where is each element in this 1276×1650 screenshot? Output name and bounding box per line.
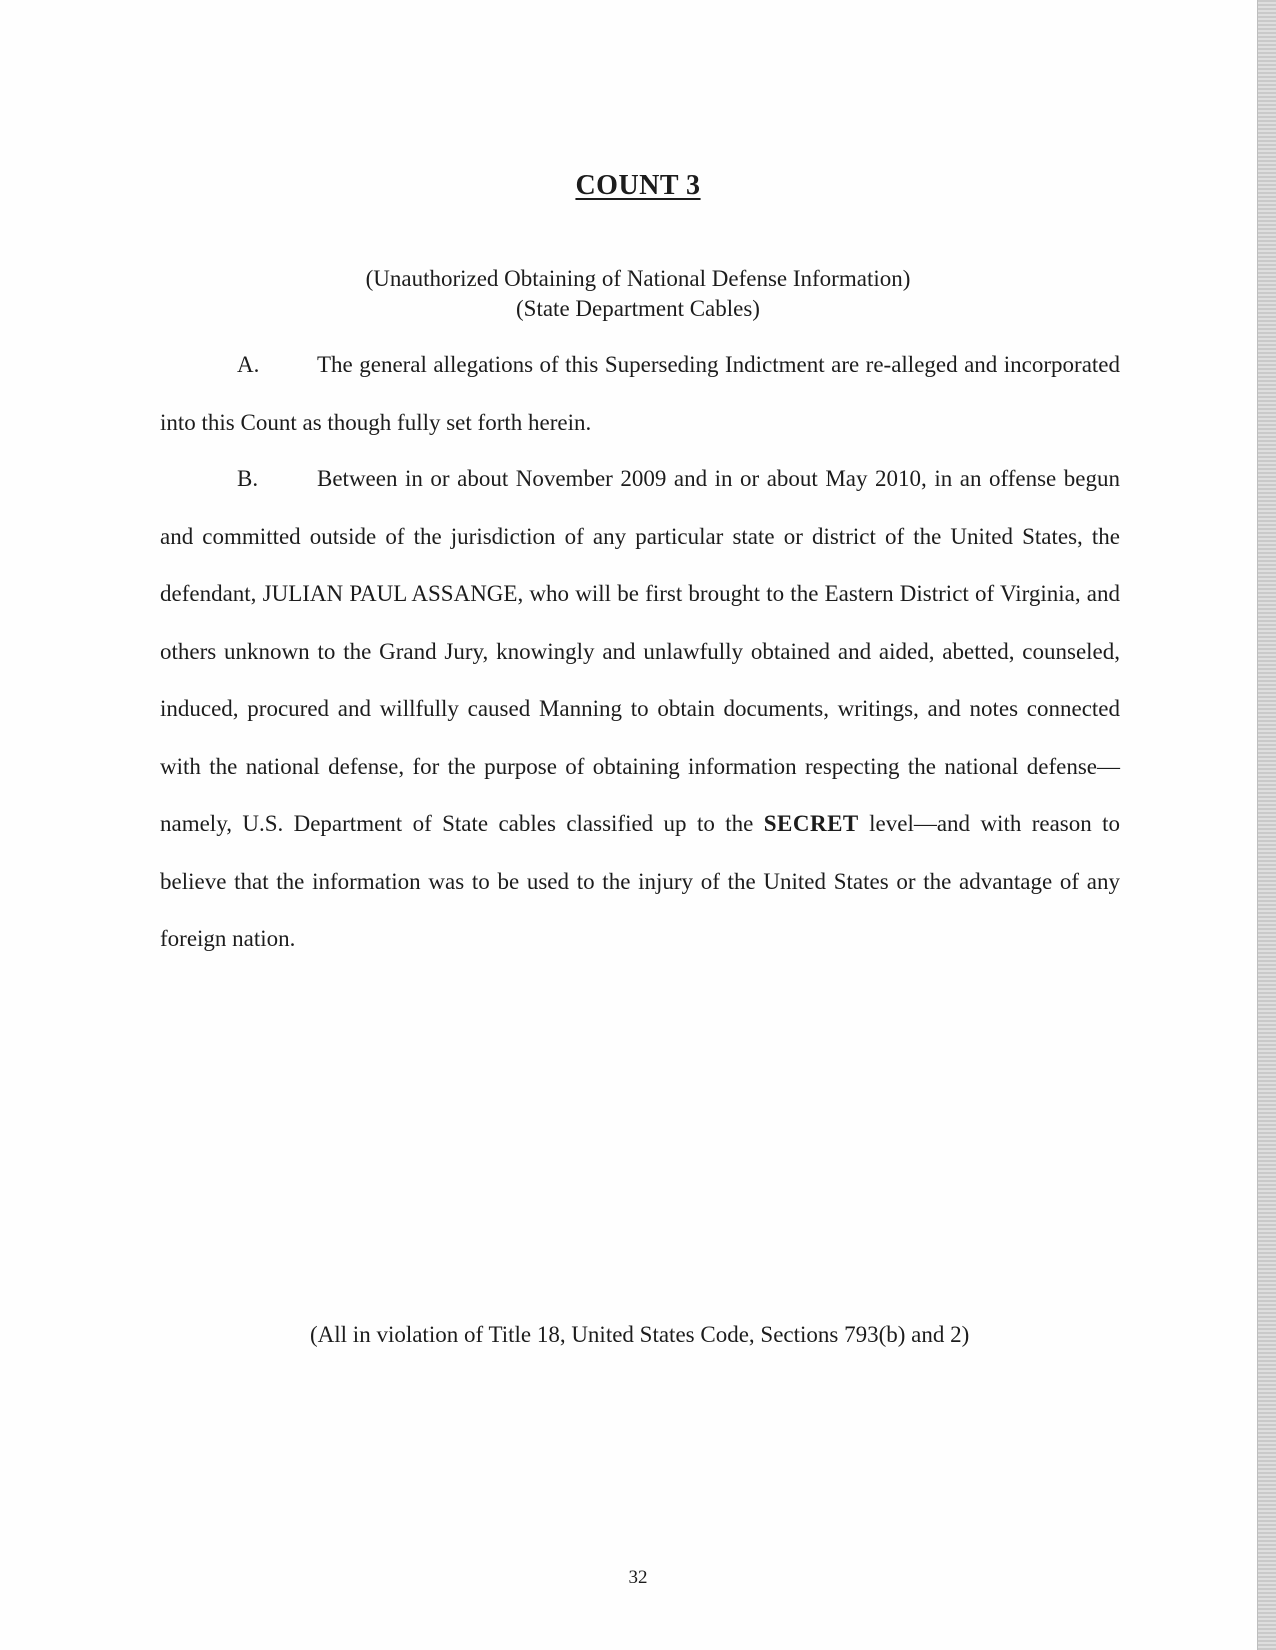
violation-citation: (All in violation of Title 18, United States Code, Sections 793(b) and 2) [310,1322,970,1347]
paragraph-a [160,336,1120,451]
classification-level: SECRET [763,811,859,836]
paragraph-a-text: The general allegations of this Superseding Indictment are re-alleged and incorporated into this Count as though fully set forth herein. [160,352,1120,435]
paragraph-b-label: B. [237,466,259,491]
paragraph-b-text-end: level—and with reason to believe that the information was to be used to the injury of the United States or the advantage of any foreign nation. [160,811,1121,951]
paragraph-b [160,450,1120,968]
count-heading: COUNT 3 [575,170,701,201]
page-number: 32 [628,1567,648,1588]
paragraph-a-label: A. [237,352,260,377]
count-subheading-offense: (Unauthorized Obtaining of National Defense Information) [365,266,911,291]
paragraph-b-text-start: Between in or about November 2009 and in or about May 2010, in an offense begun and committed outside of the jurisdiction of any particular state or district of the United States, the defendant, JULIAN PAUL ASSANGE, who will be first brought to the Eastern District of Virginia, and others unknown to the Grand Jury, knowingly and unlawfully obtained and aided, abetted, counseled, induced, procured and willfully caused Manning to obtain documents, writings, and notes connected with the national defense, for the purpose of obtaining information respecting the national defense—namely, U.S. Department of State cables classified up to the [160,466,1120,836]
count-subheading-subject: (State Department Cables) [516,296,760,321]
scan-edge-shading [1257,0,1276,1650]
